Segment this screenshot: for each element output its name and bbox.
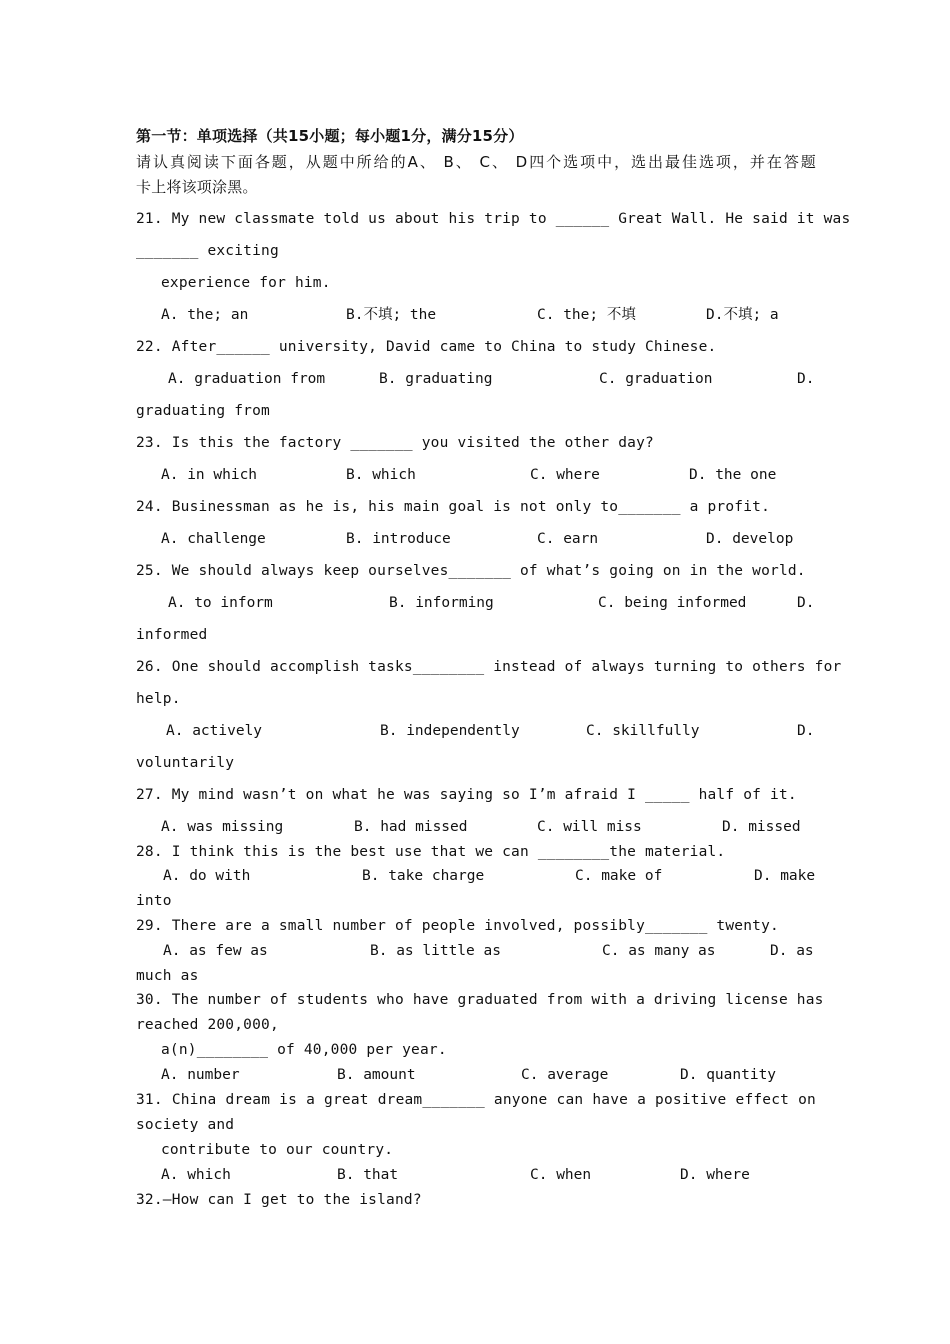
question-29-option-d[interactable]: D. as bbox=[770, 943, 814, 959]
question-24-option-c[interactable]: C. earn bbox=[537, 531, 599, 547]
question-30-stem: 30. The number of students who have graduated from with a driving license has bbox=[136, 992, 824, 1008]
question-31-stem: 31. China dream is a great dream_______ anyone can have a positive effect on bbox=[136, 1092, 816, 1108]
question-30-option-d[interactable]: D. quantity bbox=[680, 1067, 777, 1083]
question-30-stem-cont: reached 200,000, bbox=[136, 1017, 279, 1033]
question-28-option-d[interactable]: D. make bbox=[754, 868, 816, 884]
question-29-stem: 29. There are a small number of people involved, possibly_______ twenty. bbox=[136, 918, 779, 934]
question-22-option-a[interactable]: A. graduation from bbox=[168, 371, 326, 387]
question-26-stem-cont: help. bbox=[136, 691, 181, 707]
question-24-option-a[interactable]: A. challenge bbox=[161, 531, 266, 547]
question-28-stem: 28. I think this is the best use that we can ________the material. bbox=[136, 844, 726, 860]
question-21-stem: 21. My new classmate told us about his trip to ______ Great Wall. He said it was bbox=[136, 211, 851, 227]
question-32-stem: 32.—How can I get to the island? bbox=[136, 1192, 422, 1208]
question-26-option-c[interactable]: C. skillfully bbox=[586, 723, 700, 739]
question-29-option-b[interactable]: B. as little as bbox=[370, 943, 501, 959]
question-23-option-b[interactable]: B. which bbox=[346, 467, 416, 483]
question-21-option-d[interactable]: D.不填; a bbox=[706, 307, 779, 323]
question-23-option-c[interactable]: C. where bbox=[530, 467, 600, 483]
question-22-option-d[interactable]: D. bbox=[797, 371, 815, 387]
question-26-option-b[interactable]: B. independently bbox=[380, 723, 520, 739]
question-31-option-a[interactable]: A. which bbox=[161, 1167, 231, 1183]
question-23-option-a[interactable]: A. in which bbox=[161, 467, 258, 483]
question-30-option-b[interactable]: B. amount bbox=[337, 1067, 416, 1083]
question-27-stem: 27. My mind wasn’t on what he was saying so I’m afraid I _____ half of it. bbox=[136, 787, 797, 803]
question-31-stem-cont: contribute to our country. bbox=[161, 1142, 394, 1158]
question-25-option-d[interactable]: D. bbox=[797, 595, 815, 611]
question-21-option-c[interactable]: C. the; 不填 bbox=[537, 307, 636, 323]
question-27-option-c[interactable]: C. will miss bbox=[537, 819, 642, 835]
question-28-option-b[interactable]: B. take charge bbox=[362, 868, 485, 884]
question-30-option-c[interactable]: C. average bbox=[521, 1067, 609, 1083]
question-28-option-c[interactable]: C. make of bbox=[575, 868, 663, 884]
question-22-option-c[interactable]: C. graduation bbox=[599, 371, 713, 387]
question-30-stem-cont: a(n)________ of 40,000 per year. bbox=[161, 1042, 447, 1058]
question-21-option-a[interactable]: A. the; an bbox=[161, 307, 249, 323]
question-27-option-d[interactable]: D. missed bbox=[722, 819, 801, 835]
question-28-option-d-text[interactable]: into bbox=[136, 893, 172, 909]
question-30-option-a[interactable]: A. number bbox=[161, 1067, 240, 1083]
question-29-option-c[interactable]: C. as many as bbox=[602, 943, 716, 959]
question-31-option-b[interactable]: B. that bbox=[337, 1167, 399, 1183]
question-23-option-d[interactable]: D. the one bbox=[689, 467, 777, 483]
question-26-stem: 26. One should accomplish tasks________ instead of always turning to others for bbox=[136, 659, 842, 675]
question-22-option-d-text[interactable]: graduating from bbox=[136, 403, 270, 419]
question-27-option-b[interactable]: B. had missed bbox=[354, 819, 468, 835]
section-heading: 第一节：单项选择（共15小题；每小题1分，满分15分） bbox=[136, 127, 524, 145]
question-25-option-b[interactable]: B. informing bbox=[389, 595, 494, 611]
question-31-stem-cont: society and bbox=[136, 1117, 235, 1133]
question-31-option-c[interactable]: C. when bbox=[530, 1167, 592, 1183]
section-instruction-cont: 卡上将该项涂黑。 bbox=[136, 178, 258, 196]
question-22-stem: 22. After______ university, David came to China to study Chinese. bbox=[136, 339, 717, 355]
question-25-option-c[interactable]: C. being informed bbox=[598, 595, 747, 611]
question-27-option-a[interactable]: A. was missing bbox=[161, 819, 284, 835]
question-29-option-d-text[interactable]: much as bbox=[136, 968, 199, 984]
question-23-stem: 23. Is this the factory _______ you visited the other day? bbox=[136, 435, 654, 451]
question-21-stem-cont: _______ exciting bbox=[136, 243, 279, 259]
question-26-option-d[interactable]: D. bbox=[797, 723, 815, 739]
question-31-option-d[interactable]: D. where bbox=[680, 1167, 750, 1183]
question-25-option-a[interactable]: A. to inform bbox=[168, 595, 273, 611]
question-29-option-a[interactable]: A. as few as bbox=[163, 943, 268, 959]
section-instruction: 请认真阅读下面各题，从题中所给的A、 B、 C、 D四个选项中，选出最佳选项，并在答题 bbox=[136, 153, 816, 171]
question-28-option-a[interactable]: A. do with bbox=[163, 868, 251, 884]
question-21-stem-cont: experience for him. bbox=[161, 275, 331, 291]
question-26-option-a[interactable]: A. actively bbox=[166, 723, 263, 739]
question-25-stem: 25. We should always keep ourselves_______ of what’s going on in the world. bbox=[136, 563, 806, 579]
question-24-option-b[interactable]: B. introduce bbox=[346, 531, 451, 547]
question-24-option-d[interactable]: D. develop bbox=[706, 531, 794, 547]
question-26-option-d-text[interactable]: voluntarily bbox=[136, 755, 235, 771]
question-25-option-d-text[interactable]: informed bbox=[136, 627, 208, 643]
question-22-option-b[interactable]: B. graduating bbox=[379, 371, 493, 387]
question-24-stem: 24. Businessman as he is, his main goal is not only to_______ a profit. bbox=[136, 499, 771, 515]
question-21-option-b[interactable]: B.不填; the bbox=[346, 307, 437, 323]
